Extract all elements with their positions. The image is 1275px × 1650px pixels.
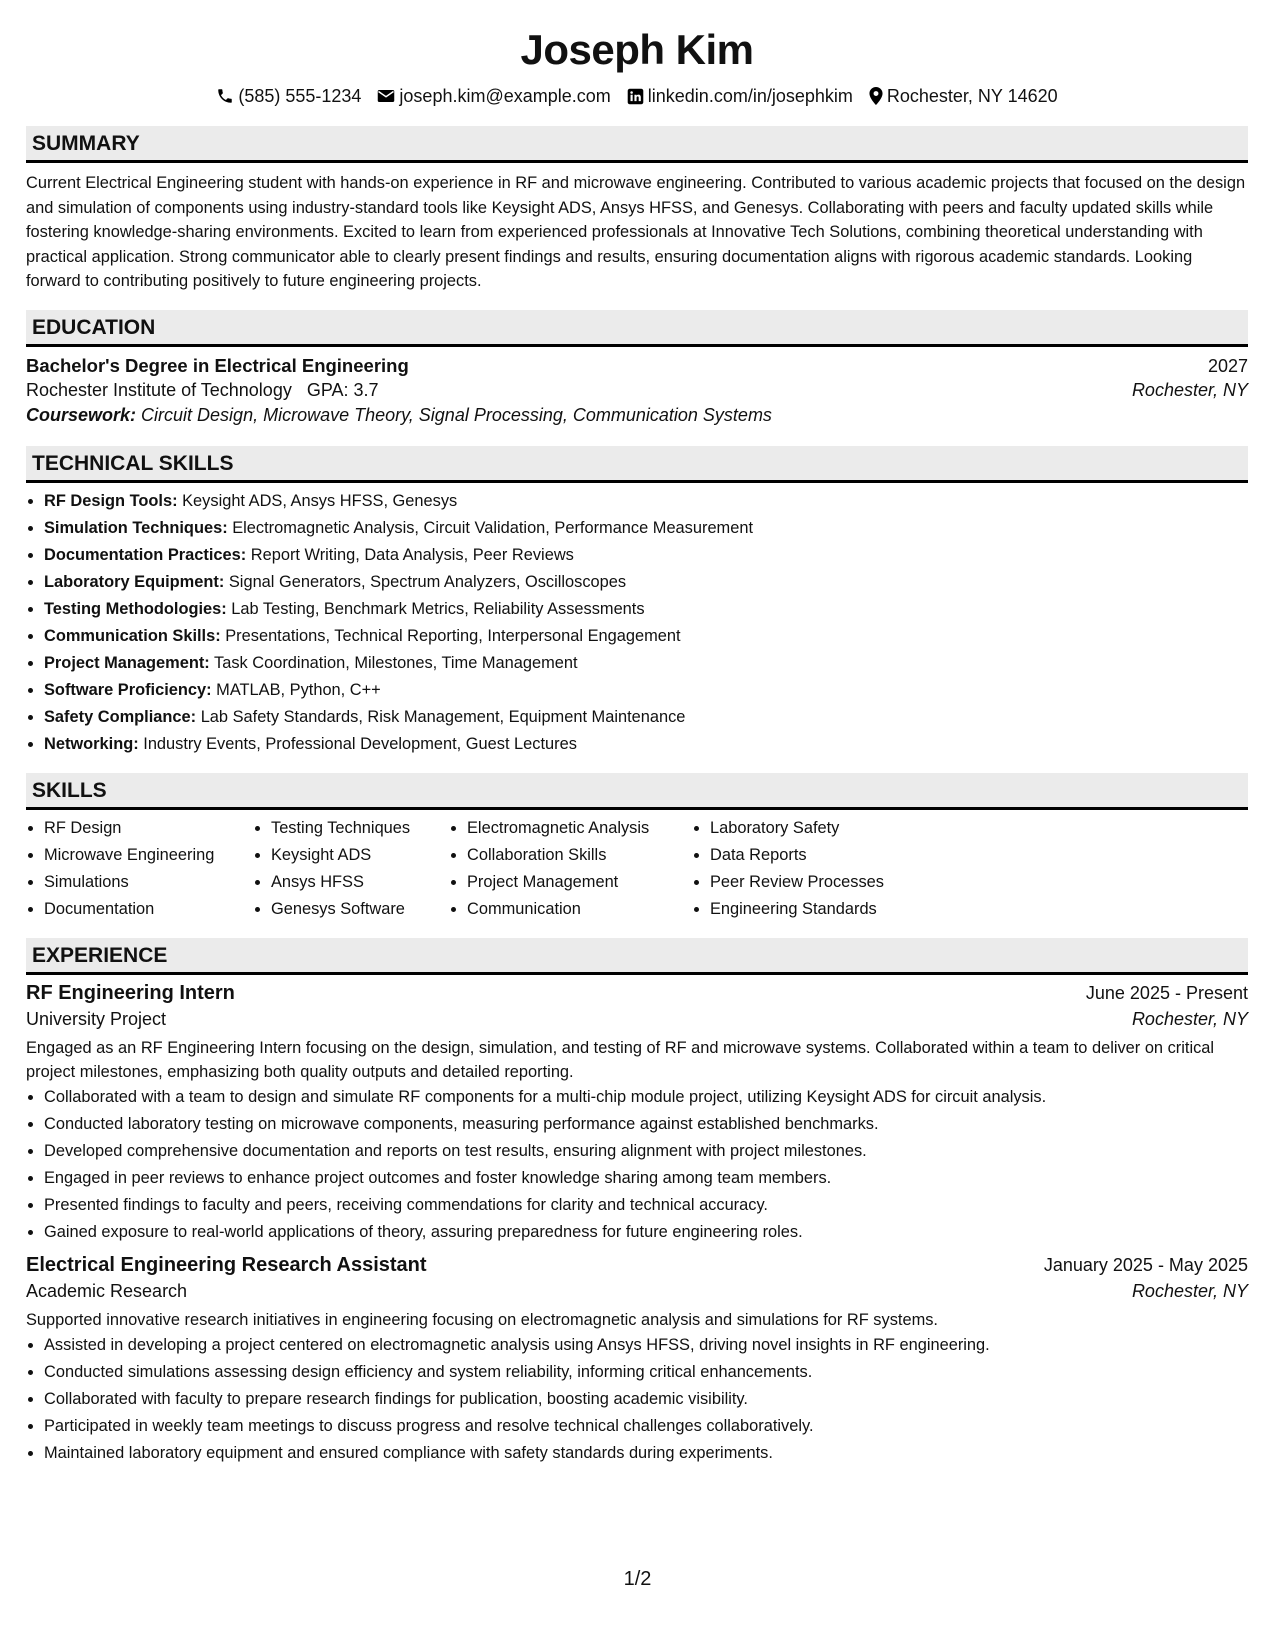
list-item: • Data Reports bbox=[710, 842, 950, 869]
list-item: • Presented findings to faculty and peers, receiving commendations for clarity and technical accuracy. bbox=[44, 1192, 1248, 1219]
envelope-icon bbox=[377, 88, 395, 104]
list-item bbox=[44, 488, 1248, 515]
education-row-1 bbox=[26, 355, 1248, 377]
list-item: • Microwave Engineering bbox=[44, 842, 253, 869]
map-pin-icon bbox=[869, 87, 883, 105]
list-item: • Conducted simulations assessing design efficiency and system reliability, informing critical enhancements. bbox=[44, 1359, 1248, 1386]
coursework-list: Circuit Design, Microwave Theory, Signal Processing, Communication Systems bbox=[141, 404, 772, 425]
skill-label: Communication Skills: bbox=[44, 626, 221, 645]
list-item bbox=[44, 596, 1248, 623]
technical-skills-heading: TECHNICAL SKILLS bbox=[26, 446, 1248, 483]
list-item: • Testing Techniques bbox=[271, 815, 449, 842]
list-item: • Keysight ADS bbox=[271, 842, 449, 869]
skills-column-2 bbox=[253, 815, 449, 923]
list-item: • Laboratory Safety bbox=[710, 815, 950, 842]
linkedin-text: linkedin.com/in/josephkim bbox=[647, 86, 853, 106]
job-dates: June 2025 - Present bbox=[1085, 982, 1248, 1003]
job-title: Electrical Engineering Research Assistant bbox=[26, 1253, 427, 1276]
skill-value: MATLAB, Python, C++ bbox=[216, 680, 381, 699]
phone-text: (585) 555-1234 bbox=[238, 86, 362, 106]
skills-column-1 bbox=[26, 815, 253, 923]
page-number: 1/2 bbox=[623, 1568, 652, 1590]
list-item: • Engineering Standards bbox=[710, 896, 950, 923]
resume-page bbox=[26, 0, 1248, 1467]
experience-heading: EXPERIENCE bbox=[26, 938, 1248, 975]
degree: Bachelor's Degree in Electrical Engineering bbox=[26, 354, 409, 376]
list-item: • Assisted in developing a project centered on electromagnetic analysis using Ansys HFSS, driving novel insights in RF engineering. bbox=[44, 1332, 1248, 1359]
skill-value: Electromagnetic Analysis, Circuit Validation, Performance Measurement bbox=[232, 518, 753, 537]
job-location: Rochester, NY bbox=[1131, 1008, 1248, 1029]
list-item: • Communication bbox=[467, 896, 692, 923]
linkedin-icon bbox=[627, 88, 644, 105]
list-item bbox=[44, 515, 1248, 542]
job-org: Academic Research bbox=[26, 1280, 188, 1301]
phone-icon bbox=[216, 87, 234, 105]
skill-label: Software Proficiency: bbox=[44, 680, 212, 699]
gpa: GPA: 3.7 bbox=[306, 379, 379, 400]
school-line bbox=[26, 380, 379, 401]
list-item: • Maintained laboratory equipment and ensured compliance with safety standards during experiments. bbox=[44, 1440, 1248, 1467]
skill-value: Task Coordination, Milestones, Time Management bbox=[214, 653, 578, 672]
list-item: • Ansys HFSS bbox=[271, 869, 449, 896]
job-description: Supported innovative research initiatives in engineering focusing on electromagnetic analysis and simulations for RF systems. bbox=[26, 1310, 938, 1329]
list-item: • Participated in weekly team meetings to discuss progress and resolve technical challenges collaboratively. bbox=[44, 1413, 1248, 1440]
location-text: Rochester, NY 14620 bbox=[886, 86, 1058, 106]
education-section bbox=[26, 310, 1248, 426]
list-item: • Electromagnetic Analysis bbox=[467, 815, 692, 842]
summary-text: Current Electrical Engineering student with hands-on experience in RF and microwave engineering. Contributed to various academic projects that focused on the design and simulation of components using industry-standard tools like Keysight ADS, Ansys HFSS, and Genesys. Collaborating with peers and faculty updated skills while fostering knowledge-sharing environments. Excited to learn from experienced professionals at Innovative Tech Solutions, combining theoretical understanding with practical application. Strong communicator able to clearly present findings and results, ensuring documentation aligns with rigorous academic standards. Looking forward to contributing positively to future engineering projects. bbox=[26, 174, 1246, 290]
skill-value: Signal Generators, Spectrum Analyzers, Oscilloscopes bbox=[228, 572, 627, 591]
job-1-bullets bbox=[26, 1084, 1248, 1246]
list-item: • Peer Review Processes bbox=[710, 869, 950, 896]
list-item: • Engaged in peer reviews to enhance project outcomes and foster knowledge sharing among team members. bbox=[44, 1165, 1248, 1192]
experience-section bbox=[26, 938, 1248, 1467]
job-2-org-row bbox=[26, 1281, 1248, 1302]
job-1-title-row bbox=[26, 982, 1248, 1005]
job-dates: January 2025 - May 2025 bbox=[1043, 1254, 1248, 1275]
job-location: Rochester, NY bbox=[1131, 1280, 1248, 1301]
skill-label: Laboratory Equipment: bbox=[44, 572, 225, 591]
job-entry-2 bbox=[26, 1254, 1248, 1467]
list-item: • Collaboration Skills bbox=[467, 842, 692, 869]
skills-grid bbox=[26, 815, 1248, 923]
job-1-org-row bbox=[26, 1009, 1248, 1030]
contact-location bbox=[869, 84, 1058, 108]
list-item bbox=[44, 731, 1248, 758]
contact-email[interactable] bbox=[377, 84, 610, 108]
graduation-year: 2027 bbox=[1207, 355, 1248, 376]
list-item: • Conducted laboratory testing on microwave components, measuring performance against established benchmarks. bbox=[44, 1111, 1248, 1138]
summary-heading: SUMMARY bbox=[26, 126, 1248, 163]
list-item: • Simulations bbox=[44, 869, 253, 896]
list-item: • Genesys Software bbox=[271, 896, 449, 923]
contact-linkedin[interactable] bbox=[627, 84, 853, 108]
skill-value: Industry Events, Professional Development, Guest Lectures bbox=[143, 734, 577, 753]
skills-column-4 bbox=[692, 815, 950, 923]
list-item: • Gained exposure to real-world applications of theory, assuring preparedness for future engineering roles. bbox=[44, 1219, 1248, 1246]
skills-column-3 bbox=[449, 815, 692, 923]
job-2-bullets bbox=[26, 1332, 1248, 1467]
list-item bbox=[44, 704, 1248, 731]
list-item bbox=[44, 650, 1248, 677]
skills-section bbox=[26, 773, 1248, 923]
summary-section bbox=[26, 126, 1248, 294]
candidate-name: Joseph Kim bbox=[520, 26, 754, 73]
school-name: Rochester Institute of Technology bbox=[26, 379, 292, 400]
email-text: joseph.kim@example.com bbox=[399, 86, 611, 106]
skill-label: Safety Compliance: bbox=[44, 707, 197, 726]
list-item bbox=[44, 569, 1248, 596]
list-item: • Collaborated with faculty to prepare research findings for publication, boosting academic visibility. bbox=[44, 1386, 1248, 1413]
list-item: • Collaborated with a team to design and simulate RF components for a multi-chip module project, utilizing Keysight ADS for circuit analysis. bbox=[44, 1084, 1248, 1111]
list-item: • Documentation bbox=[44, 896, 253, 923]
skill-value: Report Writing, Data Analysis, Peer Reviews bbox=[250, 545, 574, 564]
list-item: • Project Management bbox=[467, 869, 692, 896]
skills-heading: SKILLS bbox=[26, 773, 1248, 810]
job-title: RF Engineering Intern bbox=[26, 981, 235, 1004]
coursework-label: Coursework: bbox=[26, 404, 137, 425]
technical-skills-section bbox=[26, 446, 1248, 758]
school-location: Rochester, NY bbox=[1131, 379, 1248, 400]
job-org: University Project bbox=[26, 1008, 167, 1029]
job-entry-1 bbox=[26, 982, 1248, 1246]
list-item bbox=[44, 542, 1248, 569]
skill-value: Lab Testing, Benchmark Metrics, Reliability Assessments bbox=[231, 599, 645, 618]
contact-bar bbox=[26, 84, 1248, 108]
job-description: Engaged as an RF Engineering Intern focusing on the design, simulation, and testing of RF and microwave systems. Collaborated within a team to deliver on critical project milestones, emphasizing both quality outputs and detailed reporting. bbox=[26, 1038, 1215, 1081]
education-heading: EDUCATION bbox=[26, 310, 1248, 347]
list-item: • Developed comprehensive documentation and reports on test results, ensuring alignment with project milestones. bbox=[44, 1138, 1248, 1165]
technical-skills-list bbox=[26, 488, 1248, 758]
skill-label: Networking: bbox=[44, 734, 139, 753]
skill-value: Presentations, Technical Reporting, Interpersonal Engagement bbox=[225, 626, 681, 645]
list-item: • RF Design bbox=[44, 815, 253, 842]
skill-label: Testing Methodologies: bbox=[44, 599, 227, 618]
skill-label: Documentation Practices: bbox=[44, 545, 247, 564]
contact-phone[interactable] bbox=[216, 84, 361, 108]
skill-label: RF Design Tools: bbox=[44, 491, 178, 510]
skill-label: Project Management: bbox=[44, 653, 210, 672]
skill-value: Lab Safety Standards, Risk Management, Equipment Maintenance bbox=[200, 707, 686, 726]
education-row-2 bbox=[26, 380, 1248, 401]
skill-label: Simulation Techniques: bbox=[44, 518, 228, 537]
list-item bbox=[44, 677, 1248, 704]
job-2-title-row bbox=[26, 1254, 1248, 1277]
coursework-line bbox=[26, 405, 1248, 426]
list-item bbox=[44, 623, 1248, 650]
skill-value: Keysight ADS, Ansys HFSS, Genesys bbox=[182, 491, 458, 510]
